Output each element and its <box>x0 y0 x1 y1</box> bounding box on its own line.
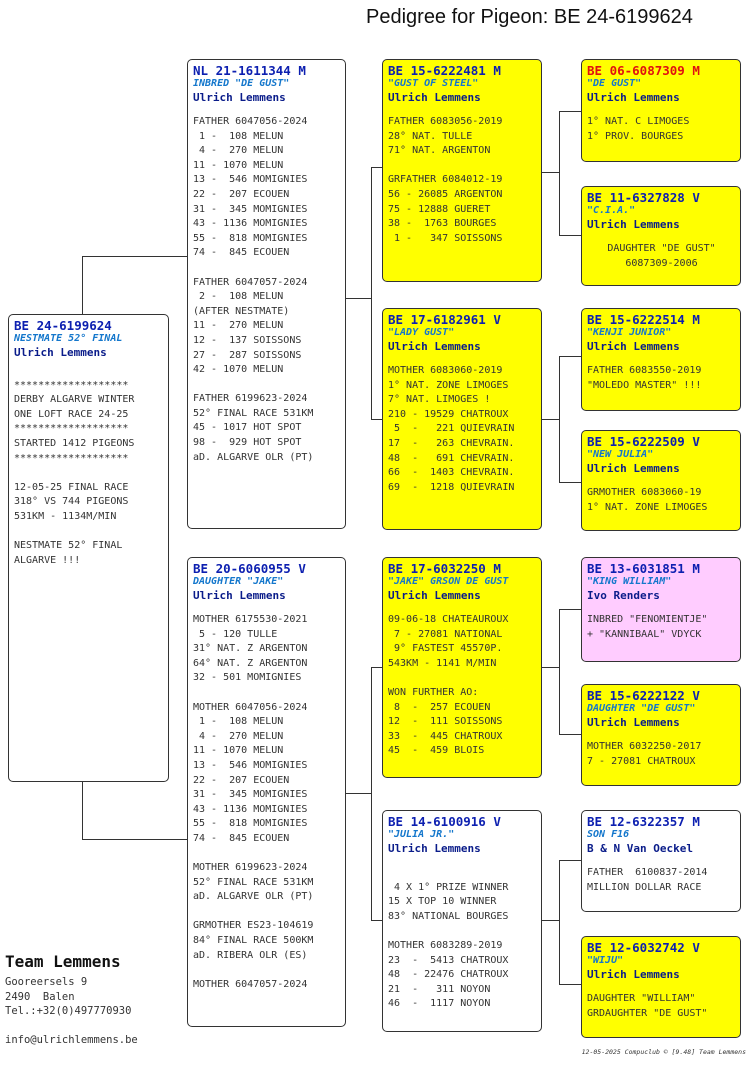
ring-number: BE 20-6060955 V <box>193 561 306 576</box>
connector-line <box>371 667 382 668</box>
ring-number: NL 21-1611344 M <box>193 63 306 78</box>
connector-line <box>542 419 559 420</box>
team-email: info@ulrichlemmens.be <box>5 1034 138 1046</box>
pigeon-notes: FATHER 6047056-2024 1 - 108 MELUN 4 - 270 MELUN 11 - 1070 MELUN 13 - 546 MOMIGNIES 22 - 207 ECOUEN 31 - 345 MOMIGNIES 43 - 1136 MOMIGNIES 55 - 818 MOMIGNIES 74 - 845 ECOUEN FATHER 6047057-2024 2 - 108 MELUN (AFTER NESTMATE) 11 - 270 MELUN 12 - 137 SOISSONS 27 - 287 SOISSONS 42 - 1070 MELUN FATHER 6199623-2024 52° FINAL RACE 531KM 45 - 1017 HOT SPOT 98 - 929 HOT SPOT aD. ALGARVE OLR (PT) <box>193 116 314 463</box>
ring-number: BE 12-6032742 V <box>587 940 700 955</box>
sire-dam-card[interactable] <box>382 308 542 530</box>
team-address: Gooreersels 9 2490 Balen Tel.:+32(0)497770930 <box>5 976 132 1017</box>
team-name: Team Lemmens <box>5 952 121 971</box>
connector-line <box>82 782 83 839</box>
pigeon-nickname: NESTMATE 52° FINAL <box>14 333 123 344</box>
owner-name: Ulrich Lemmens <box>587 218 680 231</box>
sire-sire-card[interactable] <box>382 59 542 282</box>
owner-name: Ulrich Lemmens <box>193 589 286 602</box>
ring-number: BE 06-6087309 M <box>587 63 700 78</box>
pigeon-notes: 1° NAT. C LIMOGES 1° PROV. BOURGES <box>587 116 690 142</box>
ring-number: BE 12-6322357 M <box>587 814 700 829</box>
dam-sire-sire-card[interactable] <box>581 557 741 662</box>
owner-name: Ulrich Lemmens <box>193 91 286 104</box>
dam-sire-card[interactable] <box>382 557 542 778</box>
pigeon-notes: FATHER 6083550-2019 "MOLEDO MASTER" !!! <box>587 365 702 391</box>
sire-sire-sire-card[interactable] <box>581 59 741 162</box>
pigeon-nickname: DAUGHTER "JAKE" <box>193 576 284 587</box>
pigeon-notes: MOTHER 6032250-2017 7 - 27081 CHATROUX <box>587 741 702 767</box>
connector-line <box>559 984 581 985</box>
pigeon-nickname: "C.I.A." <box>587 205 636 216</box>
connector-line <box>82 256 83 314</box>
owner-name: Ulrich Lemmens <box>388 842 481 855</box>
pigeon-nickname: "KING WILLIAM" <box>587 576 672 587</box>
connector-line <box>559 356 560 482</box>
ring-number: BE 14-6100916 V <box>388 814 501 829</box>
dam-dam-sire-card[interactable] <box>581 810 741 912</box>
pigeon-notes: FATHER 6083056-2019 28° NAT. TULLE 71° NAT. ARGENTON GRFATHER 6084012-19 56 - 26085 ARGENTON 75 - 12888 GUERET 38 - 1763 BOURGES 1 - 347 SOISSONS <box>388 116 503 244</box>
connector-line <box>559 609 560 734</box>
pigeon-nickname: SON F16 <box>587 829 630 840</box>
pigeon-nickname: DAUGHTER "DE GUST" <box>587 703 696 714</box>
print-footer: 12-05-2025 Compuclub © [9.48] Team Lemmens <box>581 1048 746 1056</box>
dam-dam-card[interactable] <box>382 810 542 1032</box>
pigeon-notes: ******************* DERBY ALGARVE WINTER ONE LOFT RACE 24-25 ******************* STARTED 1412 PIGEONS ******************* 12-05-25 FINAL RACE 318° VS 744 PIGEONS 531KM - 1134M/MIN NESTMATE 52° FINAL ALGARVE !!! <box>14 379 135 566</box>
connector-line <box>542 920 559 921</box>
pigeon-notes: MOTHER 6175530-2021 5 - 120 TULLE 31° NAT. Z ARGENTON 64° NAT. Z ARGENTON 32 - 501 MOMIGNIES MOTHER 6047056-2024 1 - 108 MELUN 4 - 270 MELUN 11 - 1070 MELUN 13 - 546 MOMIGNIES 22 - 207 ECOUEN 31 - 345 MOMIGNIES 43 - 1136 MOMIGNIES 55 - 818 MOMIGNIES 74 - 845 ECOUEN MOTHER 6199623-2024 52° FINAL RACE 531KM aD. ALGARVE OLR (PT) GRMOTHER ES23-104619 84° FINAL RACE 500KM aD. RIBERA OLR (ES) MOTHER 6047057-2024 <box>193 614 314 990</box>
owner-name: Ulrich Lemmens <box>587 340 680 353</box>
connector-line <box>371 167 382 168</box>
owner-name: Ulrich Lemmens <box>388 91 481 104</box>
connector-line <box>371 167 372 419</box>
pigeon-nickname: INBRED "DE GUST" <box>193 78 290 89</box>
connector-line <box>371 667 372 920</box>
pigeon-nickname: "GUST OF STEEL" <box>388 78 479 89</box>
pigeon-notes: 09-06-18 CHATEAUROUX 7 - 27081 NATIONAL 9° FASTEST 45570P. 543KM - 1141 M/MIN WON FURTHER AO: 8 - 257 ECOUEN 12 - 111 SOISSONS 33 - 445 CHATROUX 45 - 459 BLOIS <box>388 614 509 757</box>
owner-name: Ulrich Lemmens <box>388 340 481 353</box>
dam-card[interactable] <box>187 557 346 1027</box>
connector-line <box>559 482 581 483</box>
pigeon-nickname: "JAKE" GRSON DE GUST <box>388 576 509 587</box>
connector-line <box>542 667 559 668</box>
subject-pigeon-card[interactable] <box>8 314 169 782</box>
owner-name: Ulrich Lemmens <box>587 716 680 729</box>
pigeon-notes: 4 X 1° PRIZE WINNER 15 X TOP 10 WINNER 83° NATIONAL BOURGES MOTHER 6083289-2019 23 - 5413 CHATROUX 48 - 22476 CHATROUX 21 - 311 NOYON 46 - 1117 NOYON <box>388 881 509 1010</box>
pigeon-nickname: "KENJI JUNIOR" <box>587 327 672 338</box>
connector-line <box>346 298 371 299</box>
ring-number: BE 24-6199624 <box>14 318 112 333</box>
owner-name: Ulrich Lemmens <box>587 462 680 475</box>
ring-number: BE 13-6031851 M <box>587 561 700 576</box>
owner-name: Ulrich Lemmens <box>587 968 680 981</box>
ring-number: BE 15-6222514 M <box>587 312 700 327</box>
owner-name: Ulrich Lemmens <box>388 589 481 602</box>
connector-line <box>559 111 560 235</box>
pigeon-notes: MOTHER 6083060-2019 1° NAT. ZONE LIMOGES 7° NAT. LIMOGES ! 210 - 19529 CHATROUX 5 - 221 QUIEVRAIN 17 - 263 CHEVRAIN. 48 - 691 CHEVRAIN. 66 - 1403 CHEVRAIN. 69 - 1218 QUIEVRAIN <box>388 365 515 493</box>
connector-line <box>82 839 187 840</box>
connector-line <box>559 860 560 984</box>
pigeon-nickname: "WIJU" <box>587 955 624 966</box>
dam-dam-dam-card[interactable] <box>581 936 741 1038</box>
connector-line <box>82 256 187 257</box>
ring-number: BE 15-6222481 M <box>388 63 501 78</box>
pigeon-notes: DAUGHTER "WILLIAM" GRDAUGHTER "DE GUST" <box>587 993 708 1019</box>
ring-number: BE 11-6327828 V <box>587 190 700 205</box>
connector-line <box>346 793 371 794</box>
connector-line <box>559 734 581 735</box>
sire-dam-dam-card[interactable] <box>581 430 741 531</box>
sire-sire-dam-card[interactable] <box>581 186 741 286</box>
connector-line <box>542 172 559 173</box>
ring-number: BE 15-6222122 V <box>587 688 700 703</box>
pigeon-notes: FATHER 6100837-2014 MILLION DOLLAR RACE <box>587 867 708 893</box>
pigeon-notes: DAUGHTER "DE GUST" 6087309-2006 <box>607 243 716 269</box>
connector-line <box>559 356 581 357</box>
pigeon-nickname: "LADY GUST" <box>388 327 455 338</box>
pigeon-nickname: "DE GUST" <box>587 78 642 89</box>
owner-name: Ulrich Lemmens <box>587 91 680 104</box>
ring-number: BE 17-6032250 M <box>388 561 501 576</box>
connector-line <box>559 860 581 861</box>
connector-line <box>559 111 581 112</box>
dam-sire-dam-card[interactable] <box>581 684 741 786</box>
owner-name: Ivo Renders <box>587 589 660 602</box>
connector-line <box>371 920 382 921</box>
owner-name: Ulrich Lemmens <box>14 346 107 359</box>
pigeon-notes: GRMOTHER 6083060-19 1° NAT. ZONE LIMOGES <box>587 487 708 513</box>
sire-card[interactable] <box>187 59 346 529</box>
pigeon-nickname: "JULIA JR." <box>388 829 455 840</box>
pigeon-notes: INBRED "FENOMIENTJE" + "KANNIBAAL" VDYCK <box>587 614 708 640</box>
owner-name: B & N Van Oeckel <box>587 842 693 855</box>
page-title: Pedigree for Pigeon: BE 24-6199624 <box>366 6 693 28</box>
pigeon-nickname: "NEW JULIA" <box>587 449 654 460</box>
connector-line <box>559 235 581 236</box>
connector-line <box>371 419 382 420</box>
ring-number: BE 15-6222509 V <box>587 434 700 449</box>
connector-line <box>559 609 581 610</box>
ring-number: BE 17-6182961 V <box>388 312 501 327</box>
sire-dam-sire-card[interactable] <box>581 308 741 411</box>
